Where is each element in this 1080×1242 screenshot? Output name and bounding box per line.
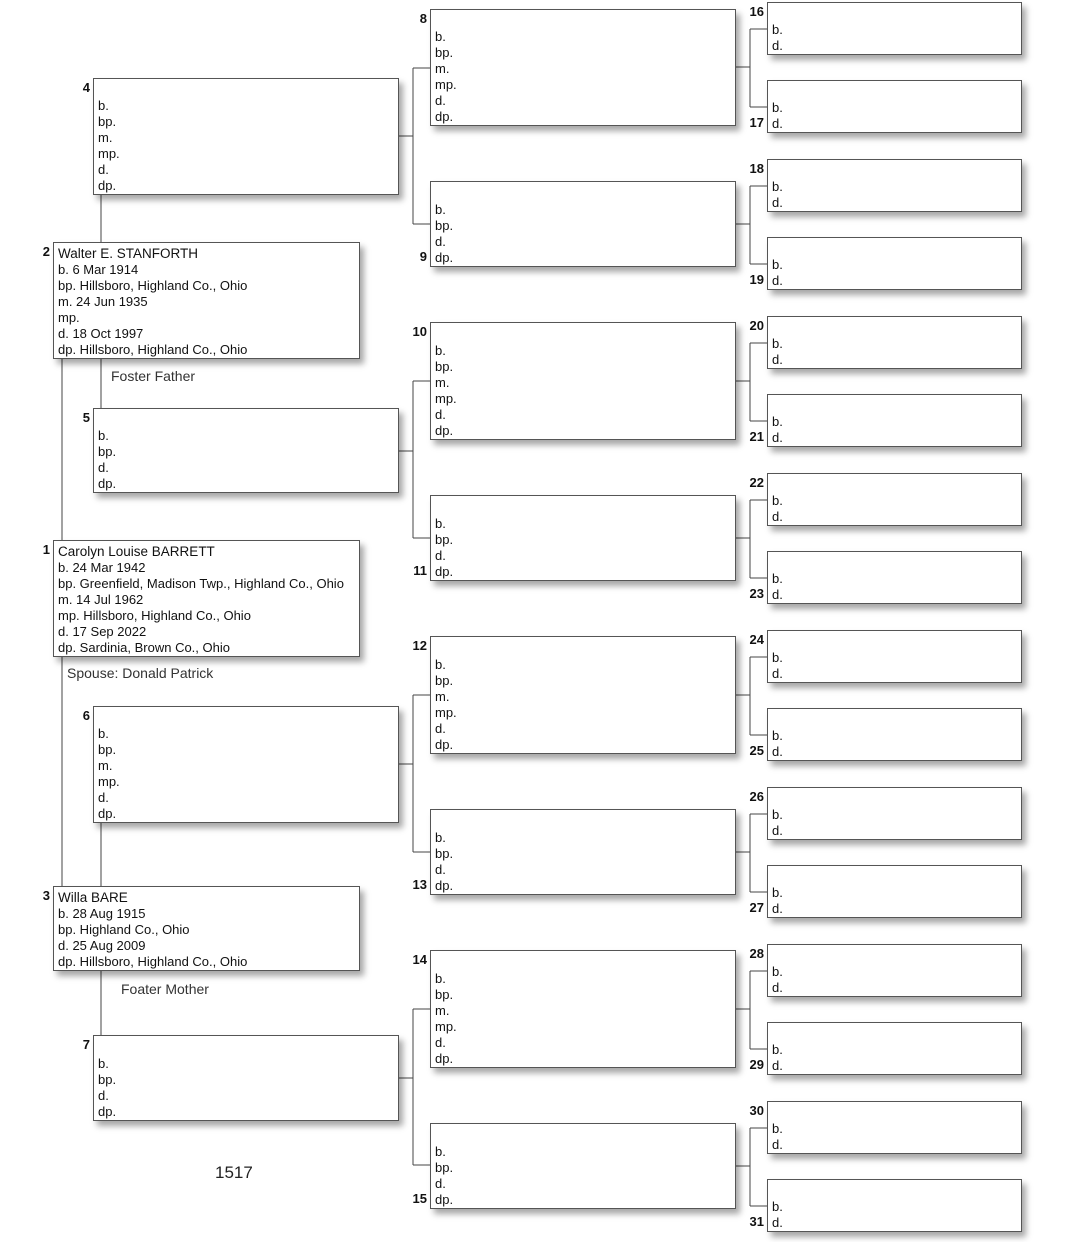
page-number: 1517 xyxy=(215,1163,253,1182)
ahnentafel-number: 23 xyxy=(749,586,764,601)
field-bp: bp. xyxy=(435,1160,454,1175)
field-bp: bp. xyxy=(435,45,454,60)
person-box-12[interactable] xyxy=(430,636,736,754)
ahnentafel-number: 15 xyxy=(412,1191,427,1206)
person-box-5[interactable] xyxy=(93,408,399,493)
field-dp: dp. xyxy=(98,1104,117,1119)
field-b: b. xyxy=(772,1199,783,1214)
field-mp: mp. xyxy=(435,391,457,406)
field-dp: dp. xyxy=(98,178,117,193)
field-bp: bp. xyxy=(435,846,454,861)
person-box-30[interactable] xyxy=(767,1101,1022,1154)
ahnentafel-number: 1 xyxy=(42,542,50,557)
ahnentafel-number: 29 xyxy=(749,1057,764,1072)
person-name: Carolyn Louise BARRETT xyxy=(58,544,215,559)
person-box-16[interactable] xyxy=(767,2,1022,55)
person-box-20[interactable] xyxy=(767,316,1022,369)
field-m: m. xyxy=(435,689,450,704)
ahnentafel-number: 19 xyxy=(749,272,764,287)
field-bp: bp. Greenfield, Madison Twp., Highland Co., Ohio xyxy=(58,576,344,591)
ahnentafel-number: 8 xyxy=(419,11,427,26)
ahnentafel-number: 20 xyxy=(749,318,764,333)
field-dp: dp. Hillsboro, Highland Co., Ohio xyxy=(58,342,248,357)
ahnentafel-number: 3 xyxy=(42,888,50,903)
field-dp: dp. xyxy=(435,1192,454,1207)
field-bp: bp. xyxy=(98,1072,117,1087)
ahnentafel-number: 7 xyxy=(82,1037,90,1052)
field-d: d. xyxy=(772,1215,783,1230)
field-d: d. xyxy=(772,1058,783,1073)
field-b: b. xyxy=(435,971,446,986)
person-box-29[interactable] xyxy=(767,1022,1022,1075)
person-box-19[interactable] xyxy=(767,237,1022,290)
field-b: b. xyxy=(98,726,109,741)
ahnentafel-number: 18 xyxy=(749,161,764,176)
field-b: b. xyxy=(772,571,783,586)
field-d: d. xyxy=(98,790,109,805)
field-bp: bp. xyxy=(435,673,454,688)
field-dp: dp. xyxy=(435,250,454,265)
field-b: b. xyxy=(772,728,783,743)
field-b: b. xyxy=(772,336,783,351)
field-b: b. xyxy=(772,493,783,508)
ahnentafel-number: 25 xyxy=(749,743,764,758)
field-b: b. xyxy=(772,807,783,822)
field-d: d. xyxy=(435,1176,446,1191)
field-m: m. xyxy=(435,61,450,76)
field-dp: dp. xyxy=(435,737,454,752)
field-d: d. xyxy=(772,901,783,916)
field-bp: bp. Highland Co., Ohio xyxy=(58,922,190,937)
field-d: d. xyxy=(435,93,446,108)
field-mp: mp. xyxy=(58,310,80,325)
person-box-9[interactable] xyxy=(430,181,736,267)
field-m: m. 14 Jul 1962 xyxy=(58,592,144,607)
field-dp: dp. Sardinia, Brown Co., Ohio xyxy=(58,640,230,655)
person-box-31[interactable] xyxy=(767,1179,1022,1232)
field-b: b. xyxy=(772,885,783,900)
field-dp: dp. xyxy=(435,564,454,579)
ahnentafel-number: 12 xyxy=(412,638,427,653)
field-d: d. xyxy=(772,1137,783,1152)
field-dp: dp. xyxy=(435,1051,454,1066)
person-box-8[interactable] xyxy=(430,9,736,126)
ahnentafel-number: 5 xyxy=(82,410,90,425)
field-d: d. xyxy=(98,460,109,475)
field-bp: bp. xyxy=(435,359,454,374)
field-b: b. xyxy=(772,964,783,979)
field-d: d. xyxy=(772,38,783,53)
person-box-26[interactable] xyxy=(767,787,1022,840)
person-box-7[interactable] xyxy=(93,1035,399,1121)
field-d: d. xyxy=(435,862,446,877)
ahnentafel-number: 22 xyxy=(749,475,764,490)
field-dp: dp. xyxy=(435,878,454,893)
ahnentafel-number: 17 xyxy=(749,115,764,130)
field-b: b. xyxy=(98,428,109,443)
field-b: b. xyxy=(435,1144,446,1159)
field-b: b. xyxy=(435,516,446,531)
field-b: b. 28 Aug 1915 xyxy=(58,906,146,921)
foster-father-note: Foster Father xyxy=(111,368,196,384)
person-box-17[interactable] xyxy=(767,80,1022,133)
field-m: m. xyxy=(435,375,450,390)
field-mp: mp. xyxy=(435,705,457,720)
field-d: d. xyxy=(435,234,446,249)
person-box-28[interactable] xyxy=(767,944,1022,997)
field-b: b. xyxy=(435,202,446,217)
field-d: d. xyxy=(772,116,783,131)
ahnentafel-number: 31 xyxy=(749,1214,764,1229)
field-dp: dp. xyxy=(98,806,117,821)
field-bp: bp. xyxy=(435,218,454,233)
field-mp: mp. Hillsboro, Highland Co., Ohio xyxy=(58,608,251,623)
field-b: b. 6 Mar 1914 xyxy=(58,262,139,277)
field-m: m. xyxy=(98,130,113,145)
person-box-25[interactable] xyxy=(767,708,1022,761)
field-b: b. xyxy=(435,343,446,358)
field-b: b. xyxy=(772,414,783,429)
field-dp: dp. xyxy=(435,109,454,124)
ahnentafel-number: 6 xyxy=(82,708,90,723)
ahnentafel-number: 28 xyxy=(749,946,764,961)
field-b: b. xyxy=(435,830,446,845)
field-mp: mp. xyxy=(98,774,120,789)
person-box-1[interactable] xyxy=(53,540,360,657)
ahnentafel-number: 30 xyxy=(749,1103,764,1118)
person-box-10[interactable] xyxy=(430,322,736,440)
person-box-6[interactable] xyxy=(93,706,399,823)
field-bp: bp. xyxy=(98,742,117,757)
field-b: b. xyxy=(772,179,783,194)
person-box-2[interactable] xyxy=(53,242,360,359)
field-d: d. xyxy=(772,509,783,524)
field-d: d. 18 Oct 1997 xyxy=(58,326,144,341)
spouse-note: Spouse: Donald Patrick xyxy=(67,665,214,681)
ahnentafel-number: 14 xyxy=(412,952,427,967)
person-box-18[interactable] xyxy=(767,159,1022,212)
field-m: m. 24 Jun 1935 xyxy=(58,294,148,309)
field-d: d. xyxy=(435,407,446,422)
field-d: d. xyxy=(772,666,783,681)
field-bp: bp. xyxy=(435,987,454,1002)
person-box-24[interactable] xyxy=(767,630,1022,683)
field-b: b. xyxy=(435,657,446,672)
ahnentafel-number: 26 xyxy=(749,789,764,804)
field-d: d. xyxy=(772,587,783,602)
ahnentafel-number: 21 xyxy=(749,429,764,444)
person-box-15[interactable] xyxy=(430,1123,736,1209)
field-bp: bp. xyxy=(98,114,117,129)
ahnentafel-number: 10 xyxy=(412,324,427,339)
field-dp: dp. xyxy=(98,476,117,491)
person-box-14[interactable] xyxy=(430,950,736,1068)
field-b: b. xyxy=(772,22,783,37)
person-name: Willa BARE xyxy=(58,890,128,905)
field-d: d. xyxy=(98,162,109,177)
person-box-22[interactable] xyxy=(767,473,1022,526)
field-d: d. xyxy=(772,273,783,288)
field-d: d. xyxy=(435,548,446,563)
field-d: d. xyxy=(435,1035,446,1050)
field-b: b. xyxy=(772,1121,783,1136)
field-b: b. xyxy=(435,29,446,44)
field-m: m. xyxy=(435,1003,450,1018)
field-dp: dp. xyxy=(435,423,454,438)
field-b: b. xyxy=(98,1056,109,1071)
field-b: b. xyxy=(772,100,783,115)
field-b: b. xyxy=(772,1042,783,1057)
person-box-3[interactable] xyxy=(53,886,360,971)
ahnentafel-number: 2 xyxy=(42,244,50,259)
field-d: d. xyxy=(772,352,783,367)
ahnentafel-number: 9 xyxy=(419,249,427,264)
ahnentafel-number: 16 xyxy=(749,4,764,19)
person-box-11[interactable] xyxy=(430,495,736,581)
field-mp: mp. xyxy=(435,77,457,92)
field-mp: mp. xyxy=(435,1019,457,1034)
person-box-23[interactable] xyxy=(767,551,1022,604)
field-d: d. xyxy=(435,721,446,736)
person-name: Walter E. STANFORTH xyxy=(58,246,199,261)
field-dp: dp. Hillsboro, Highland Co., Ohio xyxy=(58,954,248,969)
ahnentafel-number: 27 xyxy=(749,900,764,915)
person-box-21[interactable] xyxy=(767,394,1022,447)
person-box-27[interactable] xyxy=(767,865,1022,918)
ahnentafel-number: 13 xyxy=(412,877,427,892)
field-d: d. xyxy=(772,744,783,759)
person-box-4[interactable] xyxy=(93,78,399,195)
field-mp: mp. xyxy=(98,146,120,161)
field-m: m. xyxy=(98,758,113,773)
field-b: b. xyxy=(98,98,109,113)
field-d: d. 25 Aug 2009 xyxy=(58,938,146,953)
ahnentafel-number: 11 xyxy=(413,563,427,578)
field-bp: bp. xyxy=(98,444,117,459)
field-bp: bp. Hillsboro, Highland Co., Ohio xyxy=(58,278,248,293)
person-box-13[interactable] xyxy=(430,809,736,895)
field-d: d. xyxy=(772,980,783,995)
ahnentafel-number: 24 xyxy=(749,632,764,647)
field-d: d. xyxy=(772,823,783,838)
field-b: b. xyxy=(772,257,783,272)
foster-mother-note: Foater Mother xyxy=(121,981,209,997)
field-b: b. 24 Mar 1942 xyxy=(58,560,146,575)
field-d: d. 17 Sep 2022 xyxy=(58,624,147,639)
field-d: d. xyxy=(772,195,783,210)
field-b: b. xyxy=(772,650,783,665)
field-d: d. xyxy=(772,430,783,445)
field-bp: bp. xyxy=(435,532,454,547)
ahnentafel-number: 4 xyxy=(82,80,90,95)
field-d: d. xyxy=(98,1088,109,1103)
